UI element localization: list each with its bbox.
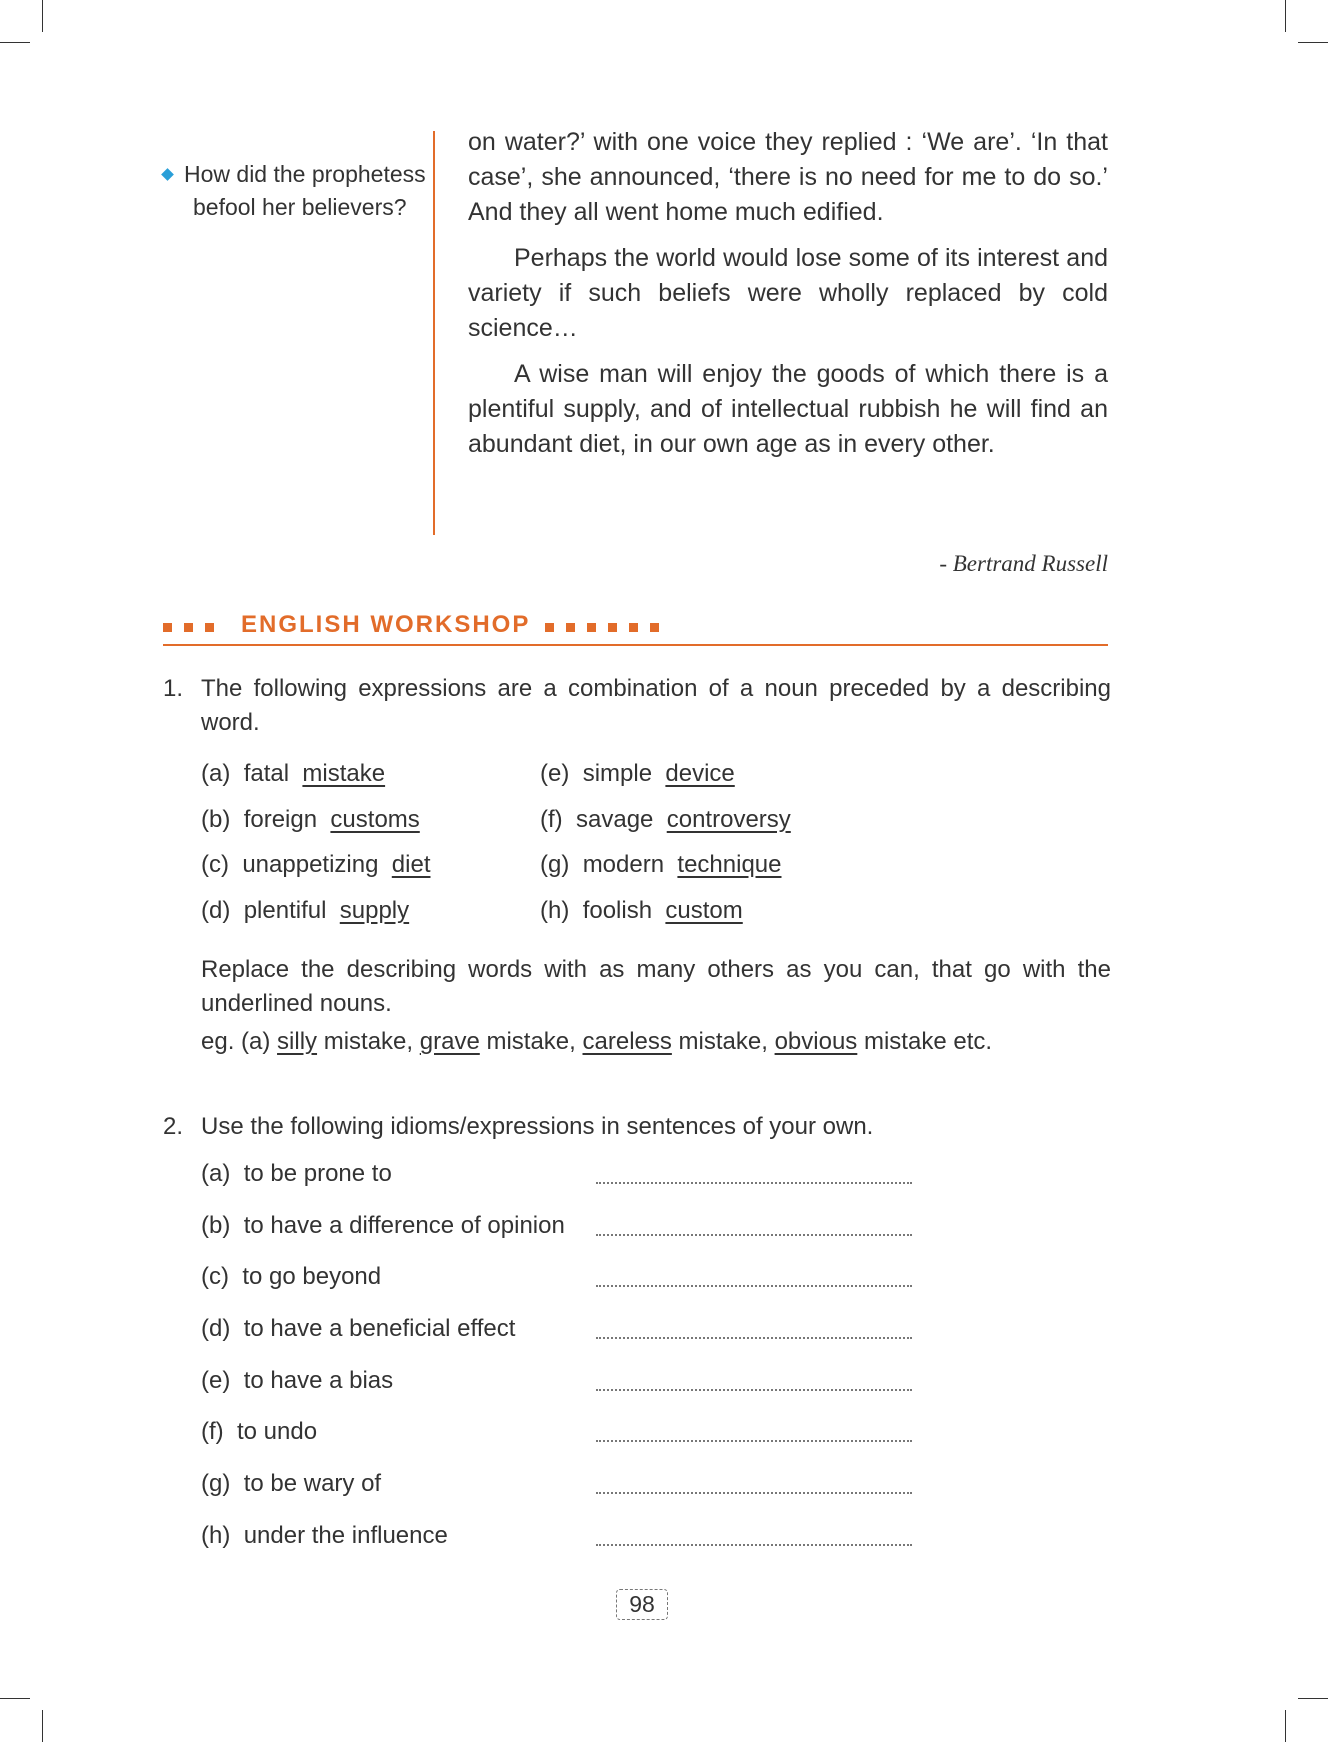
answer-blank[interactable] [596,1544,912,1546]
question-text: The following expressions are a combination of a noun preceded by a describing word. [201,675,1111,736]
crop-mark [42,0,43,32]
idiom-text: to undo [237,1418,318,1445]
item-label: (d) [201,1315,231,1342]
answer-blank[interactable] [596,1182,912,1184]
idiom-item [201,1470,381,1498]
underlined-noun: device [665,760,735,787]
example-word: silly [277,1028,318,1055]
square-bullet-icon [205,623,214,632]
describing-word: fatal [243,760,290,787]
question-1 [163,672,1111,740]
item-label: (d) [201,897,231,924]
describing-word: foolish [582,897,653,924]
idiom-item [201,1367,393,1395]
underlined-noun: diet [391,851,431,878]
example-word: obvious [774,1028,858,1055]
example-noun: mistake, [486,1028,576,1055]
section-rule [163,644,1108,646]
idiom-text: to go beyond [242,1263,382,1290]
underlined-noun: controversy [666,806,791,833]
page-number: 98 [616,1589,668,1620]
author-credit: - Bertrand Russell [939,551,1108,576]
describing-word: simple [582,760,653,787]
question-number: 1. [163,675,184,702]
crop-mark [1298,1698,1328,1699]
answer-blank[interactable] [596,1234,912,1236]
side-question-line-1: How did the prophetess [184,161,426,187]
describing-word: unappetizing [242,851,379,878]
item-label: (b) [201,806,231,833]
item-label: (c) [201,851,229,878]
answer-blank[interactable] [596,1492,912,1494]
item-label: (g) [540,851,570,878]
describing-word: savage [576,806,654,833]
crop-mark [1285,0,1286,32]
diamond-bullet-icon [161,168,174,181]
example-noun: mistake etc. [863,1028,993,1055]
item-label: (g) [201,1470,231,1497]
idiom-text: to be prone to [243,1160,392,1187]
list-item [201,806,420,834]
english-workshop-header [163,609,1108,647]
square-bullet-icon [650,623,659,632]
describing-word: plentiful [243,897,327,924]
square-bullet-icon [629,623,638,632]
margin-divider [433,131,435,535]
describing-word: modern [582,851,665,878]
square-bullet-icon [587,623,596,632]
underlined-noun: custom [665,897,743,924]
example-line [201,1028,992,1056]
underlined-noun: mistake [302,760,386,787]
passage-paragraph: Perhaps the world would lose some of its interest and variety if such beliefs were wholly replaced by cold science… [468,244,1108,342]
passage-paragraph: on water?’ with one voice they replied : ‘We are’. ‘In that case’, she announced, ‘there is no need for me to do so.’ And they all went home much edified. [468,128,1108,226]
idiom-item [201,1263,381,1291]
square-bullet-icon [566,623,575,632]
item-label: (h) [201,1522,231,1549]
list-item [201,760,385,788]
passage [468,125,1108,473]
item-label: (f) [201,1418,224,1445]
example-noun: mistake, [678,1028,768,1055]
idiom-text: to have a bias [243,1367,394,1394]
crop-mark [0,1698,30,1699]
describing-word: foreign [243,806,318,833]
item-label: (h) [540,897,570,924]
item-label: (a) [201,760,231,787]
answer-blank[interactable] [596,1285,912,1287]
idiom-text: to have a difference of opinion [243,1212,565,1239]
idiom-item [201,1418,317,1446]
answer-blank[interactable] [596,1440,912,1442]
square-bullet-icon [184,623,193,632]
square-bullet-icon [163,623,172,632]
item-label: (b) [201,1212,231,1239]
side-question [163,158,433,224]
item-label: (e) [540,760,570,787]
list-item [540,806,791,834]
underlined-noun: customs [330,806,420,833]
answer-blank[interactable] [596,1337,912,1339]
idiom-item [201,1522,448,1550]
passage-paragraph: A wise man will enjoy the goods of which there is a plentiful supply, and of intellectual rubbish he will find an abundant diet, in our own age as in every other. [468,360,1108,458]
underlined-noun: technique [677,851,782,878]
list-item [540,897,743,925]
question-2 [163,1110,1111,1144]
square-bullet-icon [545,623,554,632]
crop-mark [0,42,30,43]
question-text: Use the following idioms/expressions in sentences of your own. [201,1113,874,1140]
instruction-text: Replace the describing words with as many others as you can, that go with the underlined nouns. [201,956,1111,1017]
idiom-item [201,1315,515,1343]
example-prefix: eg. (a) [201,1028,271,1055]
question-number: 2. [163,1113,184,1140]
item-label: (c) [201,1263,229,1290]
list-item [540,760,735,788]
example-word: grave [419,1028,480,1055]
idiom-item [201,1212,565,1240]
underlined-noun: supply [339,897,410,924]
idiom-item [201,1160,392,1188]
item-label: (a) [201,1160,231,1187]
crop-mark [1298,42,1328,43]
square-bullet-icon [608,623,617,632]
list-item [201,851,431,879]
idiom-text: to be wary of [243,1470,382,1497]
side-question-line-2: befool her believers? [193,194,407,220]
idiom-text: to have a beneficial effect [243,1315,516,1342]
item-label: (f) [540,806,563,833]
idiom-text: under the influence [243,1522,448,1549]
example-word: careless [582,1028,672,1055]
crop-mark [42,1710,43,1742]
section-title: ENGLISH WORKSHOP [241,611,531,638]
answer-blank[interactable] [596,1389,912,1391]
list-item [201,897,409,925]
list-item [540,851,782,879]
example-noun: mistake, [323,1028,414,1055]
item-label: (e) [201,1367,231,1394]
crop-mark [1285,1710,1286,1742]
